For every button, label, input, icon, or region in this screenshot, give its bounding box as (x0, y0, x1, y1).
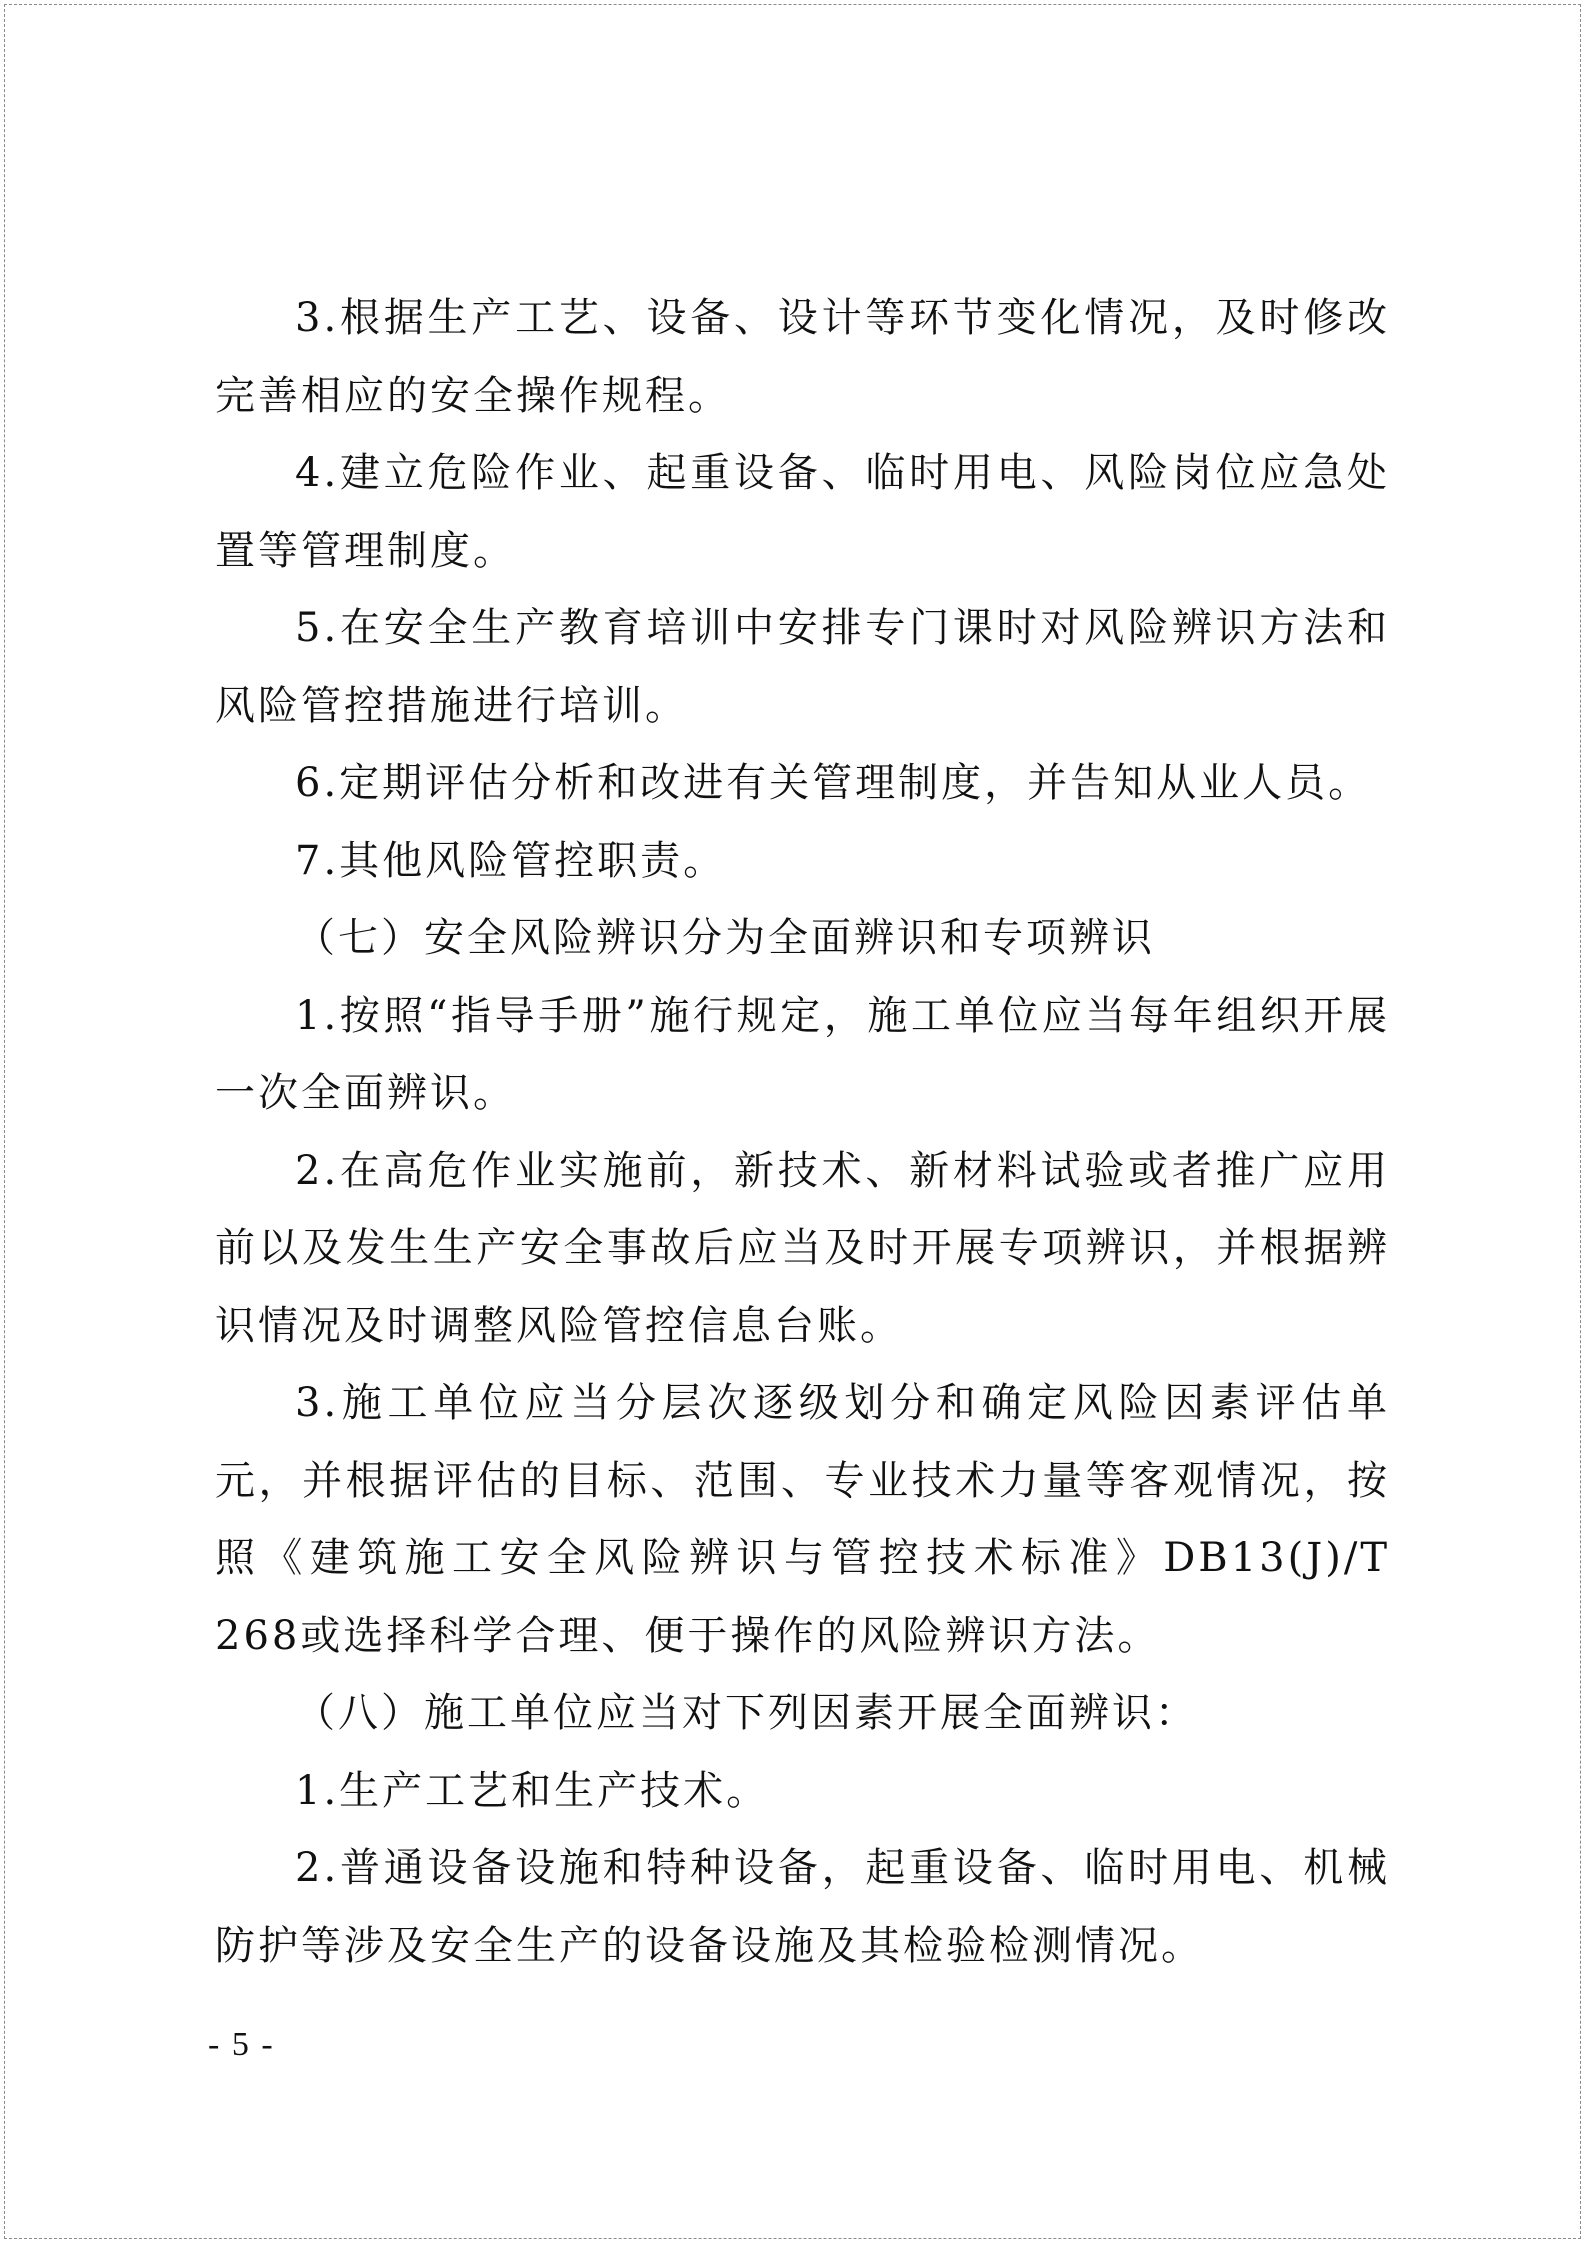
section-heading-8: （八）施工单位应当对下列因素开展全面辨识： (295, 1690, 1198, 1736)
document-body (215, 280, 1390, 1985)
section-heading-7: （七）安全风险辨识分为全面辨识和专项辨识 (295, 915, 1155, 961)
paragraph-item-2-special-identification: 2.在高危作业实施前，新技术、新材料试验或者推广应用前以及发生生产安全事故后应当及时开展专项辨识，并根据辨识情况及时调整风险管控信息台账。 (215, 1147, 1390, 1349)
paragraph-item-1-process-technology: 1.生产工艺和生产技术。 (295, 1767, 770, 1814)
paragraph-item-7-other-duties: 7.其他风险管控职责。 (295, 837, 727, 884)
paragraph-item-5-training: 5.在安全生产教育培训中安排专门课时对风险辨识方法和风险管控措施进行培训。 (215, 605, 1390, 729)
paragraph-item-1-full-identification: 1.按照“指导手册”施行规定，施工单位应当每年组织开展一次全面辨识。 (215, 992, 1390, 1116)
paragraph-item-3-procedures: 3.根据生产工艺、设备、设计等环节变化情况，及时修改完善相应的安全操作规程。 (215, 295, 1390, 419)
page-number: - 5 - (208, 2026, 275, 2063)
paragraph-item-2-equipment: 2.普通设备设施和特种设备，起重设备、临时用电、机械防护等涉及安全生产的设备设施及其检验检测情况。 (215, 1845, 1390, 1969)
paragraph-item-4-management-rules: 4.建立危险作业、起重设备、临时用电、风险岗位应急处置等管理制度。 (215, 450, 1390, 574)
paragraph-item-3-assessment-units: 3.施工单位应当分层次逐级划分和确定风险因素评估单元，并根据评估的目标、范围、专业技术力量等客观情况，按照《建筑施工安全风险辨识与管控技术标准》DB13(J)/T 268或选择科学合理、便于操作的风险辨识方法。 (215, 1380, 1390, 1659)
paragraph-item-6-evaluation: 6.定期评估分析和改进有关管理制度，并告知从业人员。 (295, 760, 1372, 806)
